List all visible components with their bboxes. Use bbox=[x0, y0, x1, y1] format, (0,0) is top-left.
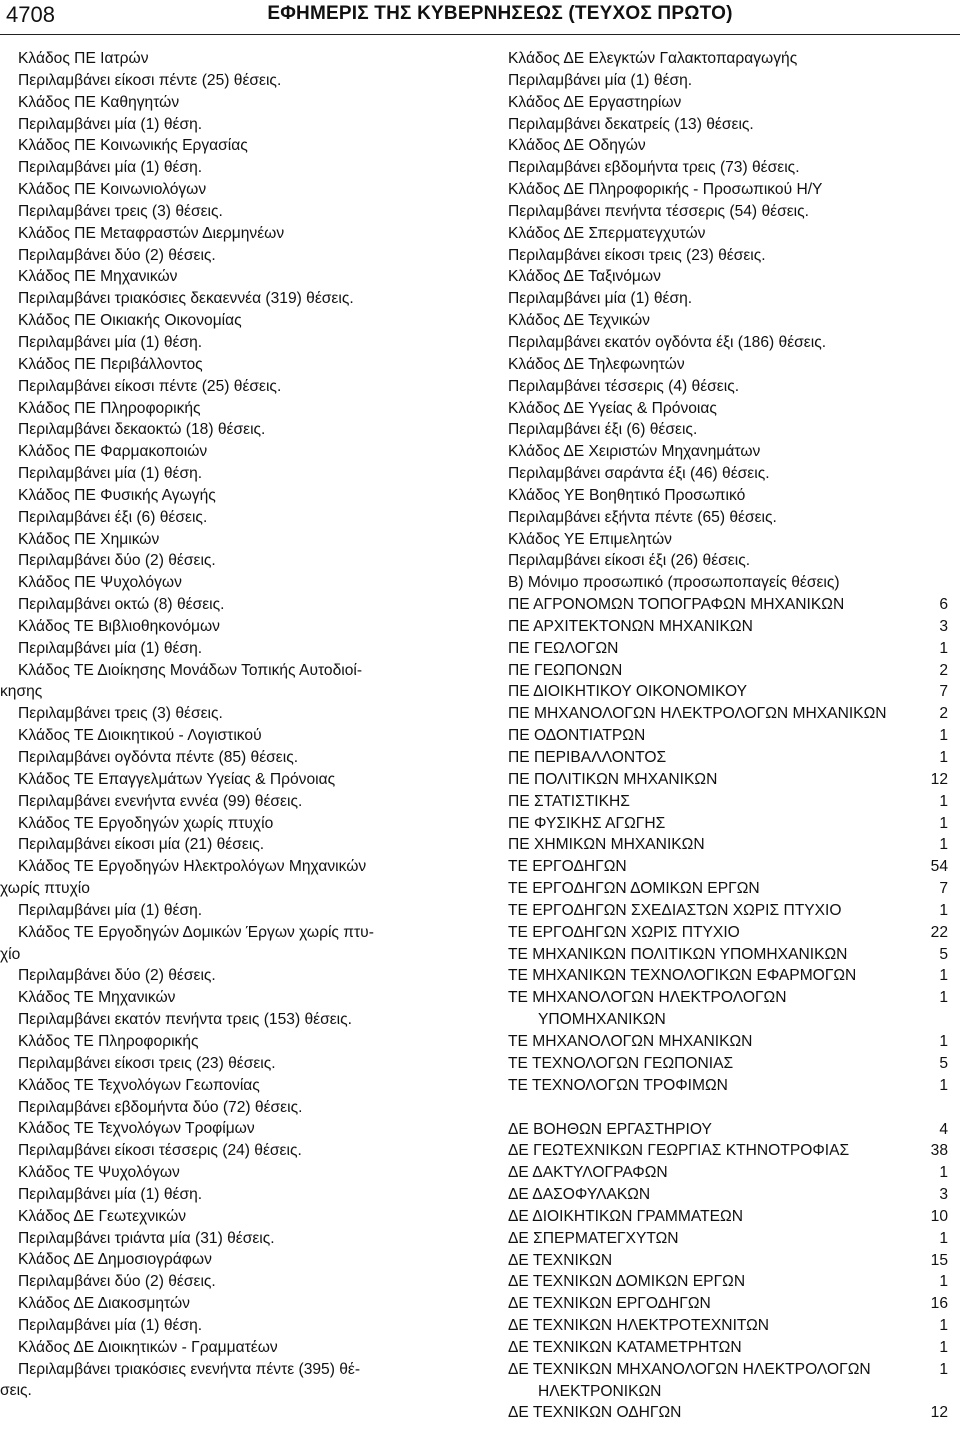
position-count: 1 bbox=[939, 1229, 948, 1247]
text-line: Κλάδος ΠΕ Οικιακής Οικονομίας bbox=[18, 312, 242, 330]
position-count: 10 bbox=[930, 1207, 948, 1225]
text-line: Κλάδος ΔΕ Πληροφορικής - Προσωπικού Η/Υ bbox=[508, 181, 823, 199]
text-line: Περιλαμβάνει εβδομήντα δύο (72) θέσεις. bbox=[18, 1098, 303, 1116]
position-name: ΔΕ ΤΕΧΝΙΚΩΝ ΔΟΜΙΚΩΝ ΕΡΓΩΝ bbox=[508, 1273, 746, 1291]
text-line: Περιλαμβάνει μία (1) θέση. bbox=[18, 1185, 203, 1203]
position-row bbox=[508, 856, 948, 878]
position-count: 2 bbox=[939, 705, 948, 723]
text-line: Περιλαμβάνει μία (1) θέση. bbox=[508, 71, 693, 89]
position-row bbox=[508, 1315, 948, 1337]
position-row bbox=[508, 1053, 948, 1075]
text-line: Περιλαμβάνει είκοσι πέντε (25) θέσεις. bbox=[18, 377, 282, 395]
position-name-continuation: ΥΠΟΜΗΧΑΝΙΚΩΝ bbox=[538, 1011, 666, 1029]
position-count: 3 bbox=[939, 617, 948, 635]
text-line: Περιλαμβάνει εξήντα πέντε (65) θέσεις. bbox=[508, 508, 777, 526]
position-row bbox=[508, 1184, 948, 1206]
position-count: 1 bbox=[939, 814, 948, 832]
position-row bbox=[508, 944, 948, 966]
position-name: ΔΕ ΓΕΩΤΕΧΝΙΚΩΝ ΓΕΩΡΓΙΑΣ ΚΤΗΝΟΤΡΟΦΙΑΣ bbox=[508, 1142, 850, 1160]
right-column bbox=[508, 48, 948, 1424]
position-row bbox=[508, 1293, 948, 1315]
position-name: ΠΕ ΟΔΟΝΤΙΑΤΡΩΝ bbox=[508, 727, 646, 745]
position-count: 15 bbox=[930, 1251, 948, 1269]
text-line: Κλάδος ΤΕ Επαγγελμάτων Υγείας & Πρόνοιας bbox=[18, 770, 336, 788]
text-line: Περιλαμβάνει είκοσι μία (21) θέσεις. bbox=[18, 836, 265, 854]
position-count: 1 bbox=[939, 1076, 948, 1094]
permanent-staff-heading: Β) Μόνιμο προσωπικό (προσωποπαγείς θέσεις) bbox=[508, 574, 840, 592]
text-line: Κλάδος ΠΕ Πληροφορικής bbox=[18, 399, 201, 417]
text-line: χωρίς πτυχίο bbox=[0, 880, 90, 898]
text-line: Κλάδος ΔΕ Ταξινόμων bbox=[508, 268, 661, 286]
text-line: Περιλαμβάνει είκοσι τρεις (23) θέσεις. bbox=[508, 246, 766, 264]
position-name: ΠΕ ΜΗΧΑΝΟΛΟΓΩΝ ΗΛΕΚΤΡΟΛΟΓΩΝ ΜΗΧΑΝΙΚΩΝ bbox=[508, 705, 887, 723]
position-count: 1 bbox=[939, 1273, 948, 1291]
position-name: ΠΕ ΦΥΣΙΚΗΣ ΑΓΩΓΗΣ bbox=[508, 814, 666, 832]
text-line: Κλάδος ΔΕ Υγείας & Πρόνοιας bbox=[508, 399, 717, 417]
text-line: Περιλαμβάνει είκοσι τέσσερις (24) θέσεις. bbox=[18, 1142, 302, 1160]
position-count: 3 bbox=[939, 1186, 948, 1204]
position-name: ΤΕ ΜΗΧΑΝΟΛΟΓΩΝ ΗΛΕΚΤΡΟΛΟΓΩΝ bbox=[508, 989, 787, 1007]
position-count: 1 bbox=[939, 1032, 948, 1050]
text-line: Περιλαμβάνει είκοσι τρεις (23) θέσεις. bbox=[18, 1054, 276, 1072]
text-line: Περιλαμβάνει τρεις (3) θέσεις. bbox=[18, 202, 223, 220]
position-name: ΔΕ ΤΕΧΝΙΚΩΝ ΗΛΕΚΤΡΟΤΕΧΝΙΤΩΝ bbox=[508, 1317, 770, 1335]
text-line: Περιλαμβάνει τριάντα μία (31) θέσεις. bbox=[18, 1229, 275, 1247]
position-name: ΤΕ ΕΡΓΟΔΗΓΩΝ ΧΩΡΙΣ ΠΤΥΧΙΟ bbox=[508, 923, 740, 941]
position-count: 2 bbox=[939, 661, 948, 679]
text-line: Περιλαμβάνει εκατόν πενήντα τρεις (153) θέσεις. bbox=[18, 1011, 352, 1029]
text-line: Περιλαμβάνει σαράντα έξι (46) θέσεις. bbox=[508, 465, 770, 483]
position-row bbox=[508, 813, 948, 835]
position-name: ΔΕ ΔΑΣΟΦΥΛΑΚΩΝ bbox=[508, 1186, 651, 1204]
position-count: 38 bbox=[930, 1142, 948, 1160]
position-row bbox=[508, 1119, 948, 1141]
text-line: Κλάδος ΔΕ Σπερματεγχυτών bbox=[508, 224, 706, 242]
position-row bbox=[508, 725, 948, 747]
position-row bbox=[508, 1359, 948, 1381]
text-line: Κλάδος ΠΕ Φαρμακοποιών bbox=[18, 443, 208, 461]
position-name: ΔΕ ΤΕΧΝΙΚΩΝ ΟΔΗΓΩΝ bbox=[508, 1404, 682, 1422]
text-line: Κλάδος ΔΕ Δημοσιογράφων bbox=[18, 1251, 212, 1269]
position-count: 54 bbox=[930, 858, 948, 876]
text-line: Κλάδος ΤΕ Εργοδηγών χωρίς πτυχίο bbox=[18, 814, 274, 832]
position-count: 7 bbox=[939, 880, 948, 898]
position-name: ΠΕ ΑΓΡΟΝΟΜΩΝ ΤΟΠΟΓΡΑΦΩΝ ΜΗΧΑΝΙΚΩΝ bbox=[508, 596, 845, 614]
text-line: Περιλαμβάνει οκτώ (8) θέσεις. bbox=[18, 596, 225, 614]
text-line: Κλάδος ΠΕ Φυσικής Αγωγής bbox=[18, 486, 216, 504]
text-line: σεις. bbox=[0, 1382, 32, 1400]
text-line: Περιλαμβάνει ενενήντα εννέα (99) θέσεις. bbox=[18, 792, 303, 810]
position-row bbox=[508, 834, 948, 856]
text-line: Κλάδος ΔΕ Τηλεφωνητών bbox=[508, 355, 685, 373]
position-name: ΤΕ ΤΕΧΝΟΛΟΓΩΝ ΤΡΟΦΙΜΩΝ bbox=[508, 1076, 728, 1094]
text-line: Περιλαμβάνει μία (1) θέση. bbox=[18, 465, 203, 483]
position-name: ΠΕ ΑΡΧΙΤΕΚΤΟΝΩΝ ΜΗΧΑΝΙΚΩΝ bbox=[508, 617, 753, 635]
text-line: Κλάδος ΔΕ Τεχνικών bbox=[508, 312, 650, 330]
right-branch-list bbox=[508, 48, 948, 572]
gazette-title: ΕΦΗΜΕΡΙΣ ΤΗΣ ΚΥΒΕΡΝΗΣΕΩΣ (ΤΕΥΧΟΣ ΠΡΩΤΟ) bbox=[267, 3, 733, 24]
position-count: 1 bbox=[939, 1164, 948, 1182]
position-row bbox=[508, 1075, 948, 1097]
position-row bbox=[508, 1402, 948, 1424]
position-row bbox=[508, 1206, 948, 1228]
position-name: ΔΕ ΤΕΧΝΙΚΩΝ ΕΡΓΟΔΗΓΩΝ bbox=[508, 1295, 711, 1313]
position-row bbox=[508, 965, 948, 987]
text-line: Περιλαμβάνει δύο (2) θέσεις. bbox=[18, 1273, 216, 1291]
text-line: Περιλαμβάνει μία (1) θέση. bbox=[18, 159, 203, 177]
position-count: 16 bbox=[930, 1295, 948, 1313]
position-count: 1 bbox=[939, 792, 948, 810]
position-name: ΔΕ ΒΟΗΘΩΝ ΕΡΓΑΣΤΗΡΙΟΥ bbox=[508, 1120, 712, 1138]
text-line: Περιλαμβάνει είκοσι έξι (26) θέσεις. bbox=[508, 552, 751, 570]
position-name: ΔΕ ΣΠΕΡΜΑΤΕΓΧΥΤΩΝ bbox=[508, 1229, 679, 1247]
text-line: Κλάδος ΥΕ Βοηθητικό Προσωπικό bbox=[508, 486, 746, 504]
position-row bbox=[508, 791, 948, 813]
text-line: Περιλαμβάνει τριακόσιες δεκαεννέα (319) θέσεις. bbox=[18, 290, 354, 308]
position-name: ΔΕ ΤΕΧΝΙΚΩΝ bbox=[508, 1251, 613, 1269]
position-row bbox=[508, 616, 948, 638]
text-line: Κλάδος ΠΕ Μηχανικών bbox=[18, 268, 178, 286]
text-line: Κλάδος ΔΕ Γεωτεχνικών bbox=[18, 1207, 187, 1225]
position-row bbox=[508, 900, 948, 922]
position-name: ΠΕ ΓΕΩΛΟΓΩΝ bbox=[508, 639, 619, 657]
text-line: Κλάδος ΔΕ Οδηγών bbox=[508, 137, 646, 155]
position-name: ΤΕ ΜΗΧΑΝΙΚΩΝ ΠΟΛΙΤΙΚΩΝ ΥΠΟΜΗΧΑΝΙΚΩΝ bbox=[508, 945, 848, 963]
position-row bbox=[508, 1140, 948, 1162]
position-name: ΠΕ ΓΕΩΠΟΝΩΝ bbox=[508, 661, 623, 679]
position-name: ΠΕ ΠΟΛΙΤΙΚΩΝ ΜΗΧΑΝΙΚΩΝ bbox=[508, 770, 718, 788]
position-name: ΠΕ ΔΙΟΙΚΗΤΙΚΟΥ ΟΙΚΟΝΟΜΙΚΟΥ bbox=[508, 683, 748, 701]
text-line: Περιλαμβάνει μία (1) θέση. bbox=[508, 290, 693, 308]
text-line: Κλάδος ΔΕ Διακοσμητών bbox=[18, 1295, 190, 1313]
section-gap bbox=[508, 1097, 948, 1119]
text-line: Περιλαμβάνει εκατόν ογδόντα έξι (186) θέσεις. bbox=[508, 333, 827, 351]
position-name: ΔΕ ΔΑΚΤΥΛΟΓΡΑΦΩΝ bbox=[508, 1164, 668, 1182]
text-line: χίο bbox=[0, 945, 21, 963]
position-row bbox=[508, 769, 948, 791]
position-count: 1 bbox=[939, 901, 948, 919]
position-count: 1 bbox=[939, 727, 948, 745]
position-name: ΠΕ ΣΤΑΤΙΣΤΙΚΗΣ bbox=[508, 792, 630, 810]
position-count: 22 bbox=[930, 923, 948, 941]
position-row bbox=[508, 1162, 948, 1184]
text-line: Κλάδος ΤΕ Ψυχολόγων bbox=[18, 1164, 180, 1182]
text-line: Περιλαμβάνει έξι (6) θέσεις. bbox=[508, 421, 698, 439]
position-count: 1 bbox=[939, 1360, 948, 1378]
text-line: Κλάδος ΠΕ Χημικών bbox=[18, 530, 160, 548]
position-row bbox=[508, 922, 948, 944]
position-row bbox=[508, 594, 948, 616]
text-line: Κλάδος ΤΕ Διοίκησης Μονάδων Τοπικής Αυτοδιοί- bbox=[18, 661, 363, 679]
position-name: ΔΕ ΔΙΟΙΚΗΤΙΚΩΝ ΓΡΑΜΜΑΤΕΩΝ bbox=[508, 1207, 743, 1225]
position-row bbox=[508, 681, 948, 703]
text-line: Περιλαμβάνει δύο (2) θέσεις. bbox=[18, 967, 216, 985]
positions-table bbox=[508, 594, 948, 1096]
text-line: Περιλαμβάνει μία (1) θέση. bbox=[18, 333, 203, 351]
text-line: Κλάδος ΤΕ Εργοδηγών Δομικών Έργων χωρίς πτυ- bbox=[18, 923, 374, 941]
text-line: Περιλαμβάνει εβδομήντα τρεις (73) θέσεις. bbox=[508, 159, 800, 177]
position-row bbox=[508, 987, 948, 1009]
text-line: Κλάδος ΤΕ Τεχνολόγων Γεωπονίας bbox=[18, 1076, 260, 1094]
position-count: 1 bbox=[939, 639, 948, 657]
position-name: ΔΕ ΤΕΧΝΙΚΩΝ ΜΗΧΑΝΟΛΟΓΩΝ ΗΛΕΚΤΡΟΛΟΓΩΝ bbox=[508, 1360, 871, 1378]
text-line: Κλάδος ΠΕ Ιατρών bbox=[18, 50, 149, 67]
text-line: Κλάδος ΥΕ Επιμελητών bbox=[508, 530, 672, 548]
position-name: ΤΕ ΕΡΓΟΔΗΓΩΝ ΔΟΜΙΚΩΝ ΕΡΓΩΝ bbox=[508, 880, 760, 898]
position-name-continuation: ΗΛΕΚΤΡΟΝΙΚΩΝ bbox=[538, 1382, 662, 1400]
text-line: Περιλαμβάνει μία (1) θέση. bbox=[18, 1316, 203, 1334]
position-row bbox=[508, 1250, 948, 1272]
position-name: ΤΕ ΕΡΓΟΔΗΓΩΝ bbox=[508, 858, 627, 876]
position-name: ΤΕ ΤΕΧΝΟΛΟΓΩΝ ΓΕΩΠΟΝΙΑΣ bbox=[508, 1054, 734, 1072]
position-row bbox=[508, 1337, 948, 1359]
text-line: Κλάδος ΠΕ Καθηγητών bbox=[18, 93, 180, 111]
text-line: Περιλαμβάνει είκοσι πέντε (25) θέσεις. bbox=[18, 71, 282, 89]
text-line: Περιλαμβάνει δεκατρείς (13) θέσεις. bbox=[508, 115, 754, 133]
position-row bbox=[508, 660, 948, 682]
text-line: Περιλαμβάνει μία (1) θέση. bbox=[18, 901, 203, 919]
position-count: 1 bbox=[939, 967, 948, 985]
page-number: 4708 bbox=[6, 2, 55, 27]
position-count: 1 bbox=[939, 836, 948, 854]
position-count: 12 bbox=[930, 770, 948, 788]
position-name: ΤΕ ΕΡΓΟΔΗΓΩΝ ΣΧΕΔΙΑΣΤΩΝ ΧΩΡΙΣ ΠΤΥΧΙΟ bbox=[508, 901, 842, 919]
text-line: Κλάδος ΠΕ Κοινωνιολόγων bbox=[18, 181, 207, 199]
position-name: ΤΕ ΜΗΧΑΝΙΚΩΝ ΤΕΧΝΟΛΟΓΙΚΩΝ ΕΦΑΡΜΟΓΩΝ bbox=[508, 967, 857, 985]
text-line: Κλάδος ΔΕ Ελεγκτών Γαλακτοπαραγωγής bbox=[508, 50, 798, 67]
text-line: Περιλαμβάνει τριακόσιες ενενήντα πέντε (395) θέ- bbox=[18, 1360, 361, 1378]
text-line: Κλάδος ΤΕ Τεχνολόγων Τροφίμων bbox=[18, 1120, 255, 1138]
text-line: Περιλαμβάνει μία (1) θέση. bbox=[18, 115, 203, 133]
position-row bbox=[508, 878, 948, 900]
left-column bbox=[0, 48, 474, 1402]
text-line: Περιλαμβάνει τρεις (3) θέσεις. bbox=[18, 705, 223, 723]
text-line: κησης bbox=[0, 683, 43, 701]
position-count: 5 bbox=[939, 1054, 948, 1072]
position-row bbox=[508, 1228, 948, 1250]
text-line: Περιλαμβάνει έξι (6) θέσεις. bbox=[18, 508, 208, 526]
position-count: 5 bbox=[939, 945, 948, 963]
text-line: Περιλαμβάνει δύο (2) θέσεις. bbox=[18, 246, 216, 264]
position-row bbox=[508, 747, 948, 769]
text-line: Περιλαμβάνει δύο (2) θέσεις. bbox=[18, 552, 216, 570]
text-line: Κλάδος ΠΕ Μεταφραστών Διερμηνέων bbox=[18, 224, 285, 242]
text-line: Κλάδος ΠΕ Περιβάλλοντος bbox=[18, 355, 203, 373]
position-count: 1 bbox=[939, 989, 948, 1007]
text-line: Περιλαμβάνει δεκαοκτώ (18) θέσεις. bbox=[18, 421, 266, 439]
text-line: Κλάδος ΔΕ Χειριστών Μηχανημάτων bbox=[508, 443, 761, 461]
text-line: Κλάδος ΠΕ Ψυχολόγων bbox=[18, 574, 182, 592]
position-count: 1 bbox=[939, 749, 948, 766]
position-count: 1 bbox=[939, 1338, 948, 1356]
position-count: 6 bbox=[939, 596, 948, 614]
text-line: Κλάδος ΠΕ Κοινωνικής Εργασίας bbox=[18, 137, 248, 155]
position-row bbox=[508, 638, 948, 660]
text-line: Κλάδος ΤΕ Βιβλιοθηκονόμων bbox=[18, 617, 220, 635]
position-count: 12 bbox=[930, 1404, 948, 1422]
position-count: 7 bbox=[939, 683, 948, 701]
text-line: Κλάδος ΔΕ Εργαστηρίων bbox=[508, 93, 682, 111]
position-row bbox=[508, 1031, 948, 1053]
text-line: Περιλαμβάνει μία (1) θέση. bbox=[18, 639, 203, 657]
position-count: 1 bbox=[939, 1317, 948, 1335]
text-line: Περιλαμβάνει ογδόντα πέντε (85) θέσεις. bbox=[18, 749, 299, 766]
position-name: ΠΕ ΧΗΜΙΚΩΝ ΜΗΧΑΝΙΚΩΝ bbox=[508, 836, 705, 854]
text-line: Περιλαμβάνει τέσσερις (4) θέσεις. bbox=[508, 377, 740, 395]
text-line: Κλάδος ΤΕ Μηχανικών bbox=[18, 989, 176, 1007]
position-row bbox=[508, 703, 948, 725]
text-line: Περιλαμβάνει πενήντα τέσσερις (54) θέσεις. bbox=[508, 202, 809, 220]
position-name: ΔΕ ΤΕΧΝΙΚΩΝ ΚΑΤΑΜΕΤΡΗΤΩΝ bbox=[508, 1338, 742, 1356]
position-count: 4 bbox=[939, 1120, 948, 1138]
page-header bbox=[0, 0, 960, 35]
positions-de-table bbox=[508, 1119, 948, 1425]
text-line: Κλάδος ΔΕ Διοικητικών - Γραμματέων bbox=[18, 1338, 278, 1356]
text-line: Κλάδος ΤΕ Διοικητικού - Λογιστικού bbox=[18, 727, 262, 745]
text-line: Κλάδος ΤΕ Εργοδηγών Ηλεκτρολόγων Μηχανικών bbox=[18, 858, 367, 876]
position-name: ΤΕ ΜΗΧΑΝΟΛΟΓΩΝ ΜΗΧΑΝΙΚΩΝ bbox=[508, 1032, 753, 1050]
text-line: Κλάδος ΤΕ Πληροφορικής bbox=[18, 1032, 199, 1050]
position-row bbox=[508, 1271, 948, 1293]
position-name: ΠΕ ΠΕΡΙΒΑΛΛΟΝΤΟΣ bbox=[508, 749, 667, 766]
